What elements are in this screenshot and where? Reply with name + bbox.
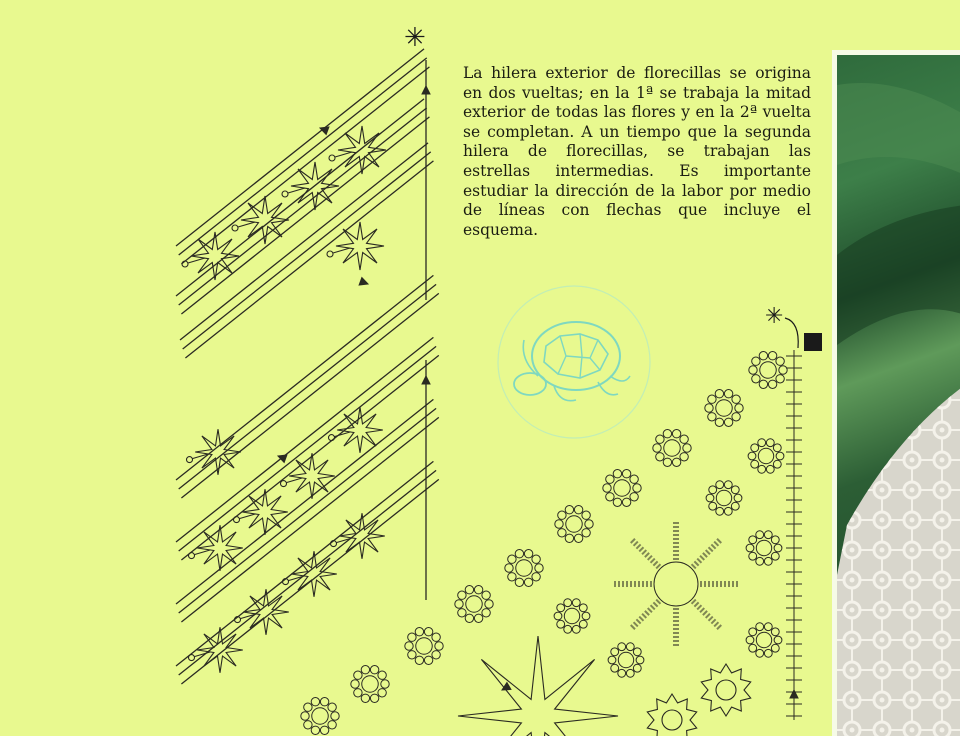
flower-petal — [408, 651, 416, 659]
flower-petal — [558, 529, 566, 537]
flower-petal — [735, 404, 743, 412]
flower-petal — [378, 689, 386, 697]
gear-center — [662, 710, 682, 730]
flower-petal — [749, 628, 757, 636]
star-motif — [339, 513, 385, 559]
flower-petal — [361, 666, 369, 674]
flower-petal — [432, 633, 440, 641]
flower-petal — [378, 671, 386, 679]
flower-petal — [564, 599, 572, 607]
flower-petal — [565, 506, 573, 514]
star-stem — [335, 152, 352, 157]
flower-petal — [515, 578, 523, 586]
flower-petal — [764, 649, 772, 657]
strip-line — [176, 399, 433, 604]
start-pointer-line — [785, 318, 798, 348]
star-stem — [239, 514, 255, 519]
flower-petal — [716, 507, 724, 515]
flower-petal — [708, 395, 716, 403]
strip-line — [180, 143, 428, 340]
flower-petal — [524, 550, 532, 558]
flower-petal — [424, 656, 432, 664]
flower-petal — [732, 413, 740, 421]
flower-petal — [508, 555, 516, 563]
lace-photo-image — [837, 55, 960, 736]
flower-center — [516, 560, 533, 577]
arrow-head — [278, 455, 287, 463]
flower-petal — [424, 628, 432, 636]
flower-petal — [706, 494, 714, 502]
flower-center — [416, 638, 433, 655]
flower-petal — [505, 564, 513, 572]
flower-petal — [328, 703, 336, 711]
flower-petal — [636, 656, 644, 664]
flower-petal — [746, 544, 754, 552]
turtle-stamp — [490, 280, 660, 440]
flower-petal — [774, 544, 782, 552]
flower-petal — [764, 557, 772, 565]
flower-petal — [613, 498, 621, 506]
star-motif — [338, 126, 386, 174]
flower-petal — [771, 644, 779, 652]
flower-petal — [328, 721, 336, 729]
flower-center — [566, 516, 583, 533]
star-stem-dot — [282, 191, 288, 197]
flower-petal — [709, 502, 717, 510]
flower-petal — [663, 430, 671, 438]
star-stem — [188, 258, 205, 263]
flower-petal — [405, 642, 413, 650]
start-symbol-2: ✳ — [765, 304, 784, 329]
lace-photo — [832, 50, 960, 736]
flower-petal — [776, 452, 784, 460]
star-motif — [289, 453, 335, 499]
flower-petal — [361, 694, 369, 702]
flower-center — [362, 676, 379, 693]
flower-center — [618, 652, 633, 667]
flower-petal — [656, 453, 664, 461]
flower-petal — [724, 418, 732, 426]
flower-center — [716, 400, 733, 417]
flower-petal — [572, 599, 580, 607]
start-marker-square — [804, 333, 822, 351]
flower-petal — [680, 435, 688, 443]
flower-petal — [748, 452, 756, 460]
flower-petal — [458, 609, 466, 617]
strip-line — [179, 408, 436, 613]
flower-center — [664, 440, 681, 457]
flower-petal — [626, 643, 634, 651]
strip-line — [181, 67, 429, 264]
star-stem — [240, 614, 256, 619]
flower-petal — [582, 511, 590, 519]
flower-petal — [622, 498, 630, 506]
star-stem-dot — [327, 251, 333, 257]
flower-petal — [715, 390, 723, 398]
flower-petal — [633, 648, 641, 656]
flower-center — [760, 362, 777, 379]
flower-petal — [611, 648, 619, 656]
flower-petal — [535, 564, 543, 572]
arrow-head — [422, 86, 430, 94]
flower-petal — [606, 493, 614, 501]
flower-petal — [776, 375, 784, 383]
caption-text: La hilera exterior de florecillas se origina en dos vueltas; en la 1ª se trabaja la mitad exterior de todas las flores y en la 2ª vuelta se completan. A un tiempo que la segunda hilera de florecillas, se trabajan las estrellas intermedias. Es importante estudiar la dirección de la labor por medio de líneas con flechas que incluye el esquema. — [463, 64, 811, 239]
flower-petal — [683, 444, 691, 452]
flower-petal — [603, 484, 611, 492]
flower-petal — [331, 712, 339, 720]
star-stem — [288, 188, 305, 193]
flower-petal — [532, 573, 540, 581]
flower-petal — [672, 458, 680, 466]
flower-petal — [771, 536, 779, 544]
flower-petal — [613, 470, 621, 478]
star-stem — [333, 248, 350, 253]
flower-petal — [354, 689, 362, 697]
flower-petal — [630, 493, 638, 501]
flower-petal — [474, 586, 482, 594]
star-stem-dot — [187, 457, 193, 463]
flower-petal — [622, 470, 630, 478]
flower-petal — [408, 633, 416, 641]
flower-petal — [351, 680, 359, 688]
flower-petal — [751, 444, 759, 452]
flower-petal — [663, 458, 671, 466]
start-symbol: ✳ — [404, 23, 426, 53]
star-motif — [195, 429, 241, 475]
flower-petal — [354, 671, 362, 679]
flower-petal — [633, 484, 641, 492]
flower-petal — [773, 460, 781, 468]
flower-petal — [465, 614, 473, 622]
flower-petal — [465, 586, 473, 594]
flower-petal — [653, 444, 661, 452]
flower-petal — [555, 520, 563, 528]
flower-petal — [758, 439, 766, 447]
flower-petal — [771, 628, 779, 636]
flower-petal — [579, 604, 587, 612]
flower-center — [756, 632, 771, 647]
flower-petal — [724, 390, 732, 398]
flower-petal — [311, 698, 319, 706]
flower-petal — [606, 475, 614, 483]
center-star-motif — [458, 636, 751, 736]
star-stem-dot — [281, 481, 287, 487]
star-stem-dot — [189, 655, 195, 661]
star-motif — [197, 525, 243, 571]
flower-petal — [582, 529, 590, 537]
star-motif — [191, 232, 239, 280]
wheel-spoke — [631, 601, 659, 629]
flower-petal — [574, 506, 582, 514]
star-motif — [197, 627, 243, 673]
flower-petal — [482, 609, 490, 617]
star-stem — [288, 576, 304, 581]
flower-petal — [768, 380, 776, 388]
star-stem — [286, 478, 302, 483]
flower-petal — [554, 612, 562, 620]
flower-petal — [558, 511, 566, 519]
star-motif — [242, 489, 288, 535]
flower-petal — [301, 712, 309, 720]
strip-line — [181, 417, 438, 622]
flower-petal — [455, 600, 463, 608]
flower-petal — [415, 656, 423, 664]
flower-petal — [751, 460, 759, 468]
flower-petal — [381, 680, 389, 688]
flower-petal — [705, 404, 713, 412]
flower-petal — [474, 614, 482, 622]
flower-petal — [482, 591, 490, 599]
flower-petal — [759, 380, 767, 388]
strip-line — [176, 461, 433, 666]
flower-petal — [749, 644, 757, 652]
flower-petal — [756, 649, 764, 657]
flower-center — [564, 608, 579, 623]
flower-petal — [626, 669, 634, 677]
gear-center — [716, 680, 736, 700]
flower-petal — [320, 698, 328, 706]
arrow-head — [422, 376, 430, 384]
strip-line — [179, 58, 427, 255]
flower-petal — [756, 623, 764, 631]
flower-petal — [749, 536, 757, 544]
star-stem — [238, 222, 255, 227]
flower-petal — [752, 375, 760, 383]
wheel-center — [654, 562, 698, 606]
flower-petal — [731, 486, 739, 494]
flower-petal — [618, 669, 626, 677]
flower-petal — [768, 352, 776, 360]
star-row-strips — [176, 49, 439, 684]
flower-petal — [608, 656, 616, 664]
flower-petal — [724, 507, 732, 515]
flower-petal — [370, 694, 378, 702]
star-motif — [336, 222, 384, 270]
star-stem — [194, 550, 210, 555]
flower-petal — [618, 643, 626, 651]
flower-petal — [776, 357, 784, 365]
flower-petal — [557, 604, 565, 612]
star-stem-dot — [329, 435, 335, 441]
star-stem — [336, 538, 352, 543]
instructions-caption — [463, 64, 811, 240]
gear-motif — [701, 664, 750, 716]
flower-petal — [432, 651, 440, 659]
flower-petal — [508, 573, 516, 581]
star-stem-dot — [232, 225, 238, 231]
flower-center — [614, 480, 631, 497]
flower-petal — [746, 636, 754, 644]
flower-petal — [582, 612, 590, 620]
flower-petal — [565, 534, 573, 542]
flower-petal — [515, 550, 523, 558]
flower-petal — [311, 726, 319, 734]
strip-line — [176, 275, 433, 480]
flower-petal — [732, 395, 740, 403]
flower-petal — [734, 494, 742, 502]
flower-petal — [304, 703, 312, 711]
flower-petal — [724, 481, 732, 489]
flower-petal — [749, 552, 757, 560]
flower-petal — [630, 475, 638, 483]
flower-center — [756, 540, 771, 555]
flower-petal — [633, 664, 641, 672]
flower-petal — [572, 625, 580, 633]
flower-petal — [749, 366, 757, 374]
flower-petal — [415, 628, 423, 636]
flower-petal — [764, 623, 772, 631]
flower-center — [758, 448, 773, 463]
flower-petal — [779, 366, 787, 374]
flower-petal — [716, 481, 724, 489]
flower-petal — [557, 620, 565, 628]
flower-petal — [485, 600, 493, 608]
flower-petal — [773, 444, 781, 452]
flower-petal — [458, 591, 466, 599]
flower-petal — [320, 726, 328, 734]
star-motif — [243, 589, 289, 635]
star-stem-dot — [329, 155, 335, 161]
strip-line — [181, 117, 429, 314]
flower-petal — [680, 453, 688, 461]
flower-center — [466, 596, 483, 613]
flower-petal — [752, 357, 760, 365]
star-stem-dot — [234, 517, 240, 523]
flower-petal — [715, 418, 723, 426]
flower-petal — [585, 520, 593, 528]
flower-petal — [756, 557, 764, 565]
arrow-head — [790, 690, 798, 698]
flower-petal — [611, 664, 619, 672]
flower-petal — [708, 413, 716, 421]
wheel-spoke — [631, 539, 659, 567]
flower-petal — [774, 636, 782, 644]
flower-petal — [766, 439, 774, 447]
strip-line — [176, 337, 433, 542]
strip-line — [176, 49, 424, 246]
flower-petal — [579, 620, 587, 628]
strip-line — [179, 284, 436, 489]
flower-petal — [564, 625, 572, 633]
flower-petal — [304, 721, 312, 729]
wheel-spoke — [693, 539, 721, 567]
flower-petal — [756, 531, 764, 539]
flower-petal — [435, 642, 443, 650]
flower-center — [312, 708, 329, 725]
flower-petal — [524, 578, 532, 586]
flower-petal — [532, 555, 540, 563]
flower-petal — [771, 552, 779, 560]
star-motif — [291, 551, 337, 597]
flower-petal — [370, 666, 378, 674]
flower-petal — [759, 352, 767, 360]
arrow-head — [359, 278, 368, 286]
star-stem-dot — [189, 553, 195, 559]
flower-petal — [574, 534, 582, 542]
big-star — [458, 636, 618, 736]
flower-petal — [672, 430, 680, 438]
flower-petal — [709, 486, 717, 494]
flower-petal — [764, 531, 772, 539]
flower-petal — [758, 465, 766, 473]
flower-petal — [766, 465, 774, 473]
wheel-spoke — [693, 601, 721, 629]
flower-center — [716, 490, 731, 505]
flower-petal — [731, 502, 739, 510]
strip-line — [179, 346, 436, 551]
